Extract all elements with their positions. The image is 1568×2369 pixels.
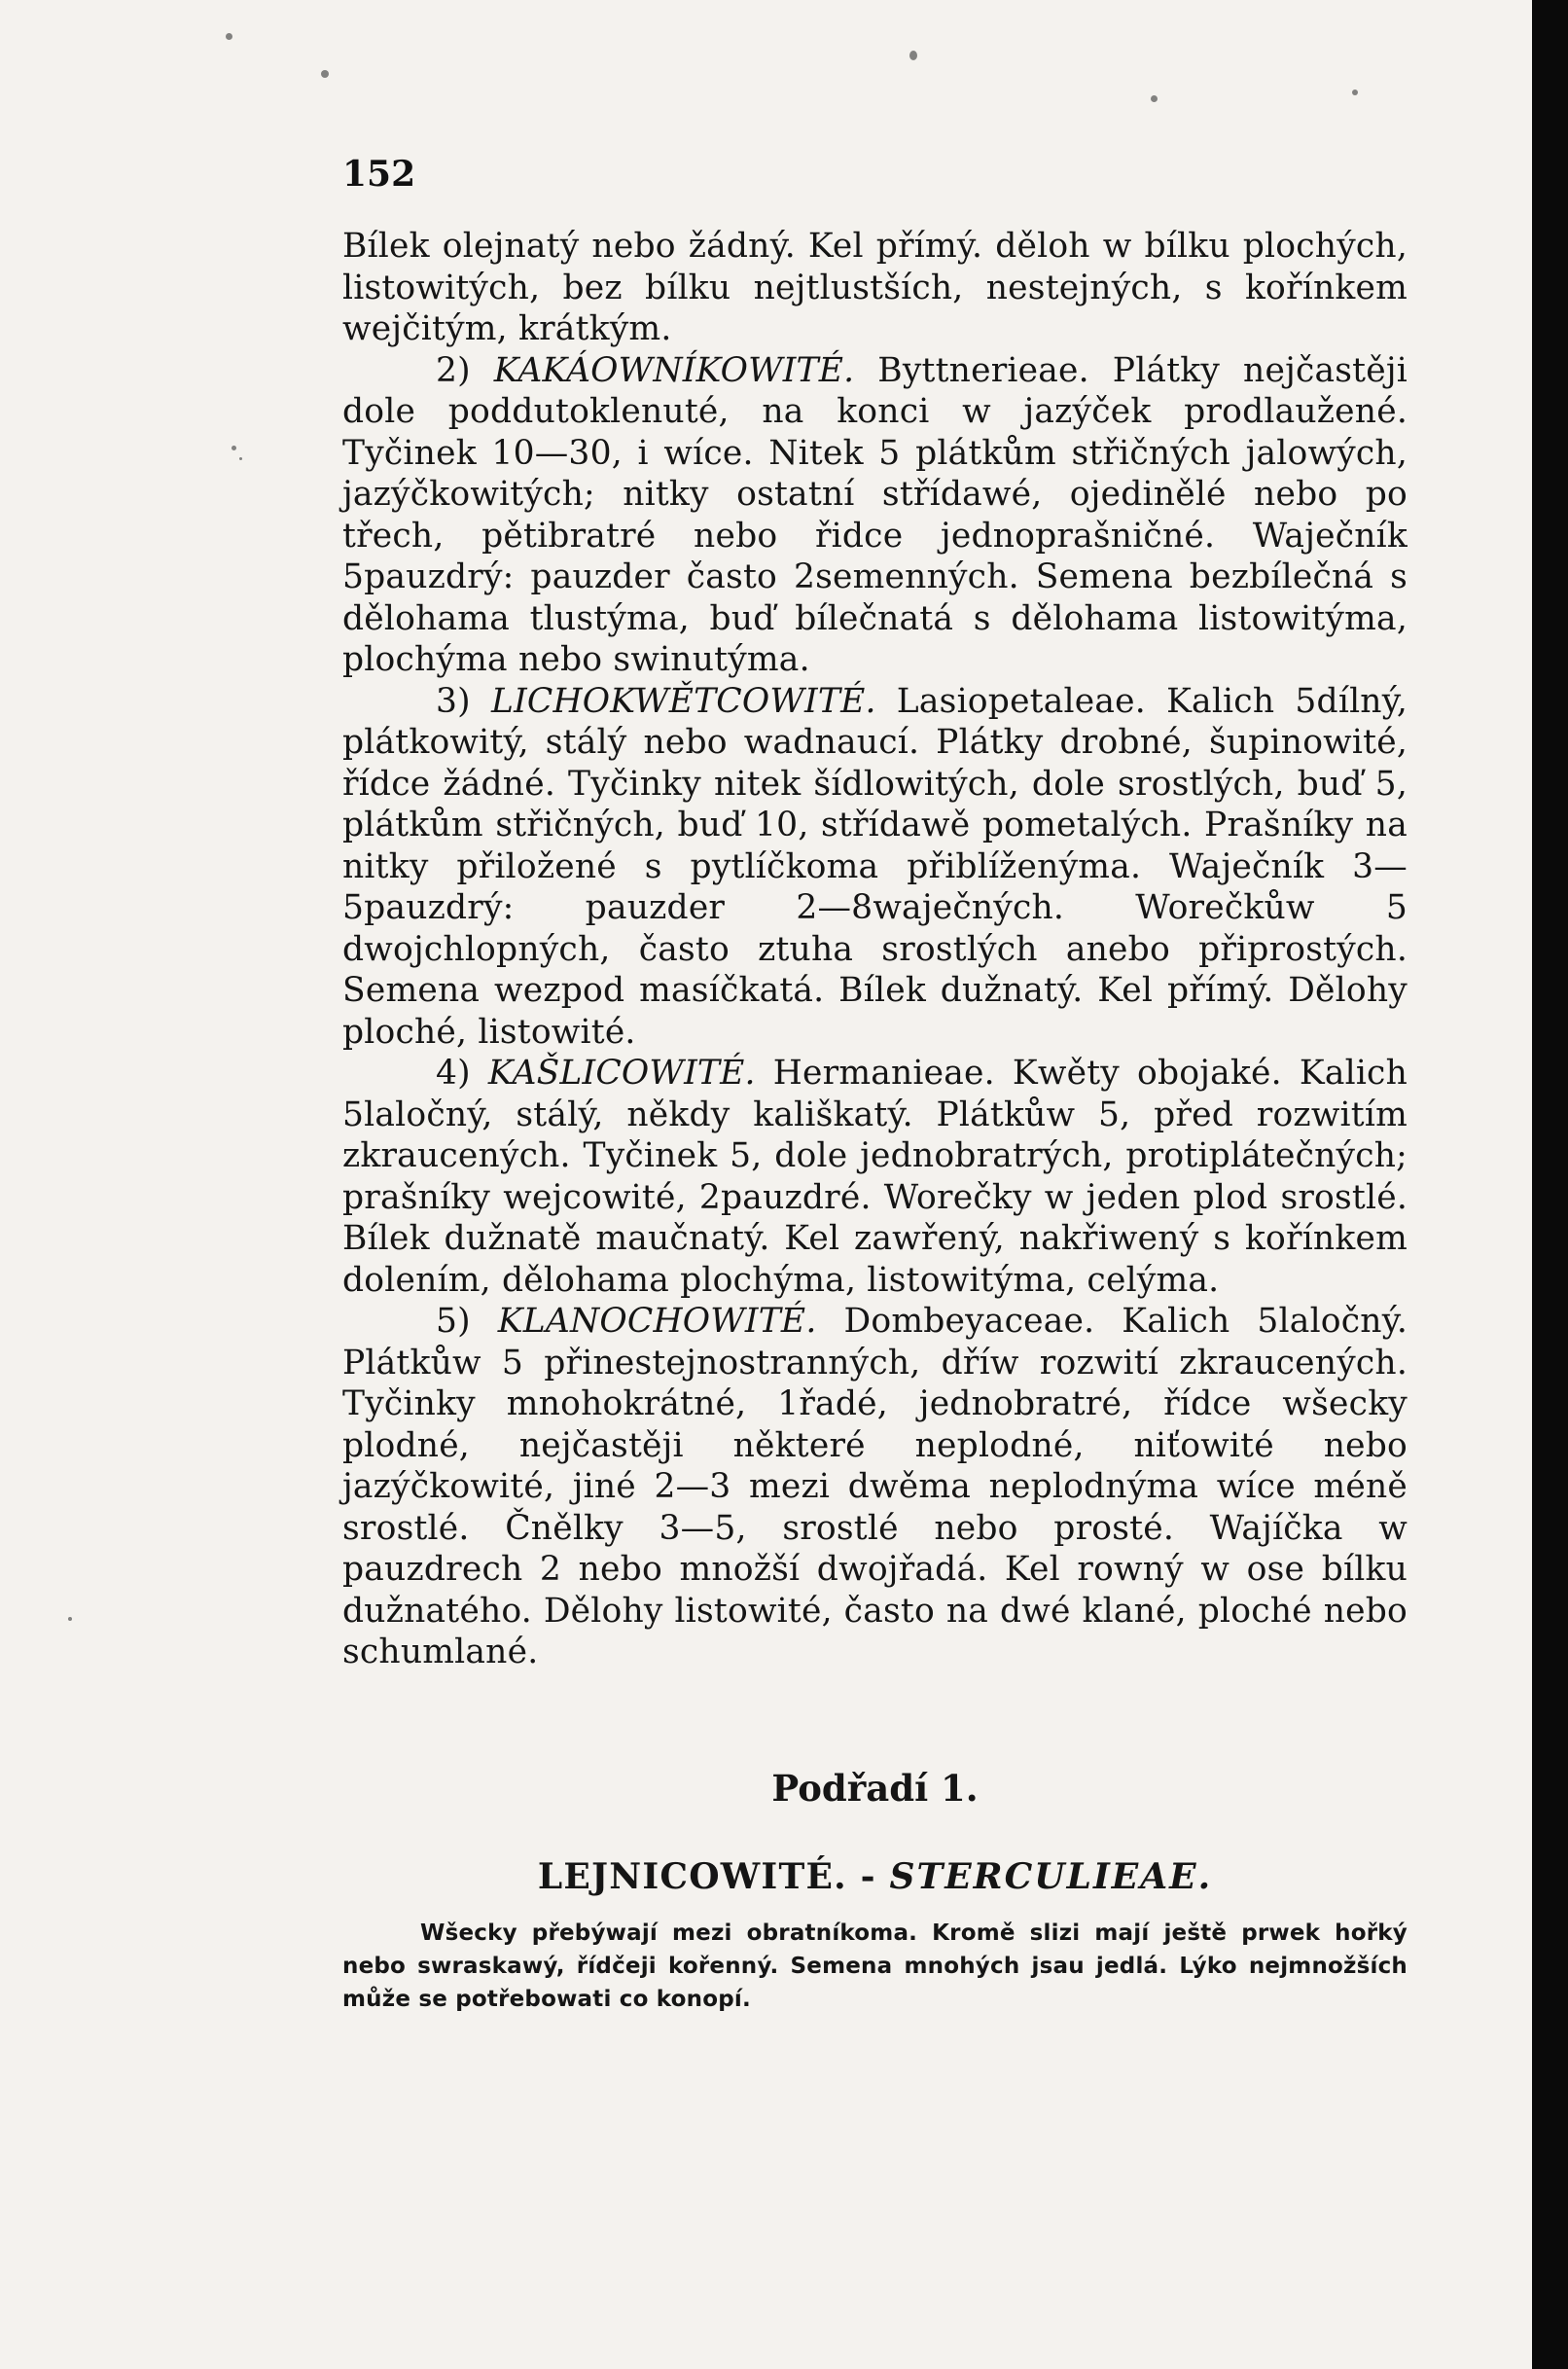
paragraph-text: Bílek olejnatý nebo žádný. Kel přímý. děloh w bílku plochých, listowitých, bez bílku nejtlustších, nestejných, s kořínkem wejčitým, krátkým. xyxy=(342,227,1408,348)
section-gap xyxy=(342,1673,1408,1767)
print-speck xyxy=(1352,90,1358,95)
paragraph-number: 3) xyxy=(436,681,491,721)
print-speck xyxy=(226,33,232,40)
family-name: KAŠLICOWITÉ. xyxy=(487,1054,756,1093)
print-speck xyxy=(239,457,242,460)
family-latin-name: STERCULIEAE. xyxy=(889,1855,1213,1897)
suborder-title: Podřadí 1. xyxy=(771,1766,979,1810)
scan-right-edge xyxy=(1532,0,1568,2369)
paragraph-text: Dombeyaceae. Kalich 5laločný. Plátkůw 5 přinestejnostranných, dříw rozwití zkraucených. Tyčinky mnohokrátné, 1řadé, jednobratré, řídce wšecky plodné, nejčastěji některé neplodné, niťowité nebo jazýčkowité, jiné 2—3 mezi dwěma neplodnýma wíce méně srostlé. Čnělky 3—5, srostlé nebo prosté. Wajíčka w pauzdrech 2 nebo množší dwojřadá. Kel rowný w ose bílku dužnatého. Dělohy listowité, často na dwé klané, ploché nebo schumlané. xyxy=(342,1302,1408,1671)
print-speck xyxy=(909,51,917,60)
page-number: 152 xyxy=(342,154,416,195)
print-speck xyxy=(1151,95,1158,102)
paragraph-kakaownikowite xyxy=(342,350,1408,681)
print-speck xyxy=(232,446,236,450)
family-name: LICHOKWĚTCOWITÉ. xyxy=(490,681,876,721)
paragraph-kaslicowite xyxy=(342,1053,1408,1301)
family-name: KAKÁOWNÍKOWITÉ. xyxy=(493,350,855,390)
paragraph-lichokwetcowite xyxy=(342,681,1408,1054)
paragraph-intro xyxy=(342,226,1408,350)
family-note: Wšecky přebýwají mezi obratníkoma. Kromě slizi mají ještě prwek hořký nebo swraskawý, řídčeji kořenný. Semena mnohých jsau jedlá. Lýko nejmnožších může se potřebowati co konopí. xyxy=(342,1920,1408,2012)
paragraph-text: Hermanieae. Kwěty obojaké. Kalich 5laločný, stálý, někdy kališkatý. Plátkůw 5, před rozwitím zkraucených. Tyčinek 5, dole jednobratrých, protiplátečných; prašníky wejcowité, 2pauzdré. Worečky w jeden plod srostlé. Bílek dužnatě maučnatý. Kel zawřený, nakřiwený s kořínkem dolením, dělohama plochýma, listowitýma, celýma. xyxy=(342,1054,1408,1300)
paragraph-text: Byttnerieae. Plátky nejčastěji dole poddutoklenuté, na konci w jazýček prodlaužené. Tyčinek 10—30, i wíce. Nitek 5 plátkům střičných jalowých, jazýčkowitých; nitky ostatní střídawé, ojedinělé nebo po třech, pětibratré nebo řidce jednoprašničné. Waječník 5pauzdrý: pauzder často 2semenných. Semena bezbílečná s dělohama tlustýma, buď bílečnatá s dělohama listowitýma, plochýma nebo swinutýma. xyxy=(342,350,1408,679)
print-speck xyxy=(321,70,329,78)
paragraph-number: 5) xyxy=(436,1302,498,1341)
paragraph-klanochowite xyxy=(342,1301,1408,1673)
paragraph-text: Lasiopetaleae. Kalich 5dílný, plátkowitý, stálý nebo wadnaucí. Plátky drobné, šupinowité, řídce žádné. Tyčinky nitek šídlowitých, dole srostlých, buď 5, plátkům střičných, buď 10, střídawě pometalých. Prašníky na nitky přiložené s pytlíčkoma přiblíženýma. Waječník 3—5pauzdrý: pauzder 2—8waječných. Worečkůw 5 dwojchlopných, často ztuha srostlých anebo připrostých. Semena wezpod masíčkatá. Bílek dužnatý. Kel přímý. Dělohy ploché, listowité. xyxy=(342,681,1408,1052)
paragraph-number: 4) xyxy=(436,1054,488,1093)
family-name: KLANOCHOWITÉ. xyxy=(497,1302,817,1341)
family-heading xyxy=(342,1856,1408,1897)
paragraph-number: 2) xyxy=(436,350,494,390)
page-content xyxy=(342,226,1408,2016)
print-speck xyxy=(68,1617,72,1621)
family-separator: - xyxy=(846,1855,890,1897)
family-czech-name: LEJNICOWITÉ. xyxy=(537,1855,847,1897)
